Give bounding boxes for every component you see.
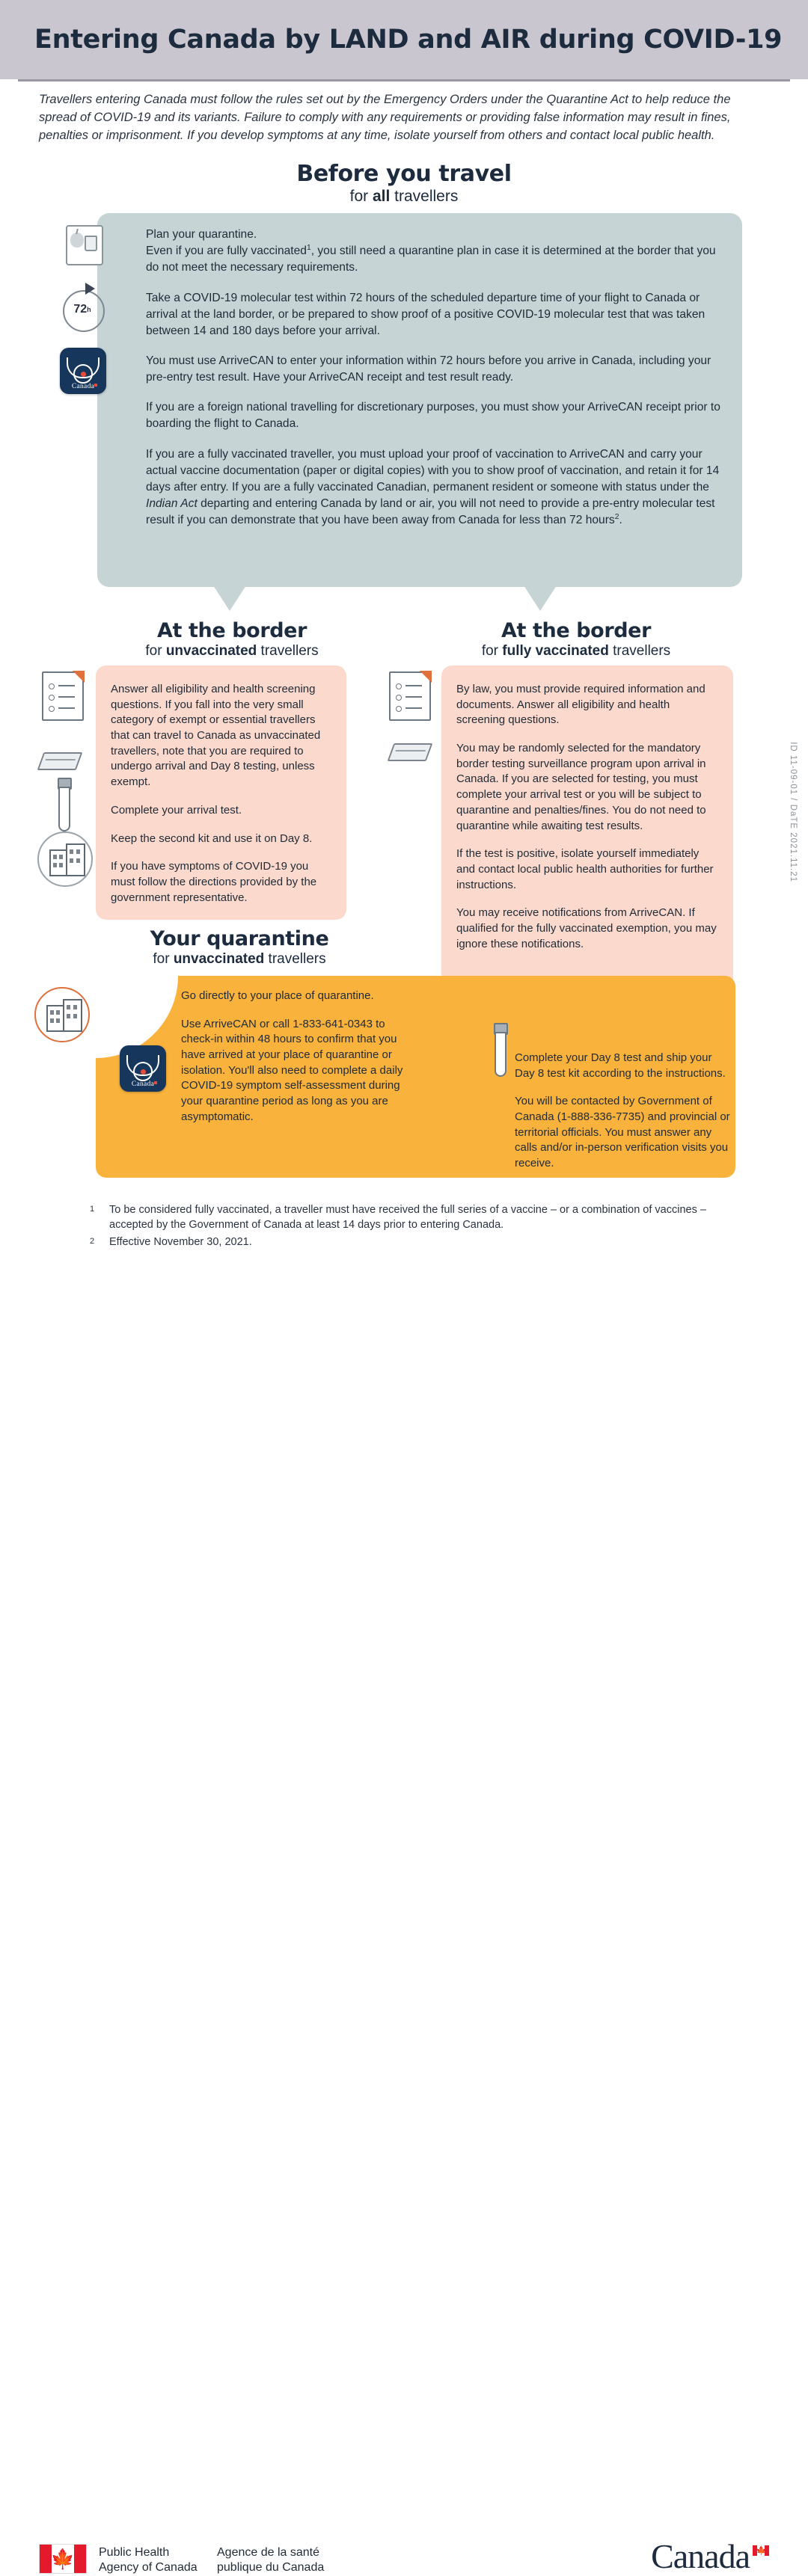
page-footer (0, 1264, 808, 2575)
clock-label: 72 (73, 303, 88, 316)
agency-en-line2: Agency of Canada (99, 2561, 198, 2574)
footnote-1-text: To be considered fully vaccinated, a traveller must have received the full series of a vaccine – or a combination of vaccines – accepted by the Government of Canada at least 14 days prior to entering Canada. (109, 1204, 706, 1232)
quarantine-title: Your quarantine (150, 927, 329, 950)
agency-en-line1: Public Health (99, 2546, 170, 2559)
before-para-4: If you are a foreign national travelling for discretionary purposes, you must show your ArriveCAN receipt prior to boarding the flight to Canada. (146, 401, 720, 431)
border-fully-vaccinated-text (456, 682, 718, 952)
unvax-para-2: Complete your arrival test. (111, 803, 242, 817)
fullyvax-para-1: By law, you must provide required information and documents. Answer all eligibility and health screening questions. (456, 683, 706, 727)
fullyvax-para-3: If the test is positive, isolate yourself immediately and contact local public health authorities for further instructions. (456, 847, 714, 891)
before-panel-tail-left (213, 585, 246, 611)
quarantine-right-text (515, 1051, 732, 1172)
test-tube-icon-2 (490, 1023, 509, 1077)
arrivecan-wordmark-2: Canada (131, 1080, 155, 1088)
before-sub-bold: all (372, 188, 391, 205)
screening-form-icon (42, 671, 84, 721)
before-para-1-line2: Even if you are fully vaccinated$^1$, you still need a quarantine plan in case it is determined at the border that you do not meet the necessary requirements. (146, 244, 716, 274)
header-divider (18, 79, 790, 82)
clock-72-hours-icon (60, 283, 108, 331)
before-you-travel-text (146, 227, 722, 529)
before-heading-subtitle (180, 188, 628, 206)
quarantine-sub-bold: unvaccinated (173, 951, 265, 967)
border-unvax-sub-suffix: travellers (257, 643, 319, 659)
test-tube-icon (54, 778, 73, 831)
border-fullyvax-sub-bold: fully vaccinated (502, 643, 609, 659)
page-header (0, 0, 808, 79)
border-fullyvax-sub-prefix: for (481, 643, 503, 659)
quarantine-left-text (181, 989, 420, 1138)
section-heading-your-quarantine (82, 927, 397, 968)
quarantine-subtitle (82, 951, 397, 968)
quarantine-right-para-2: You will be contacted by Government of Canada (1-888-336-7735) and provincial or territorial officials. You must answer any calls and/or in-person verification visits you receive. (515, 1095, 730, 1170)
home-quarantine-icon (60, 221, 106, 267)
fullyvax-para-2: You may be randomly selected for the mandatory border testing surveillance program upon arrival in Canada. If you are selected for testing, you must complete your arrival test or you will be subject to quarantine and penalties/fines. You do not need to quarantine while awaiting test results. (456, 742, 706, 832)
before-para-5: If you are a fully vaccinated traveller, you must upload your proof of vaccination to ArriveCAN and carry your actual vaccine documentation (paper or digital copies) with you to show proof of vaccination, and retain it for 14 days after entry. If you are a fully vaccinated Canadian, permanent resident or someone with status under the Indian Act departing and entering Canada by land or air, you will not need to provide a pre-entry molecular test result if you can demonstrate that you have been away from Canada for less than 72 hours$^2$. (146, 447, 720, 527)
intro-paragraph: Travellers entering Canada must follow the rules set out by the Emergency Orders under the Quarantine Act to help reduce the spread of COVID-19 and its variants. Failure to comply with any requirements or providing false information may result in fines, penalties or imprisonment. If you develop symptoms at any time, isolate yourself from others and contact local public health. (39, 93, 731, 142)
screening-form-icon-2 (389, 671, 431, 721)
section-heading-before-you-travel (180, 161, 628, 206)
before-panel-tail-right (524, 585, 557, 611)
building-icon-orange (34, 987, 90, 1042)
footnote-1-number: 1 (90, 1205, 95, 1214)
agency-fr-line2: publique du Canada (217, 2561, 325, 2574)
section-heading-border-fully-vaccinated (419, 619, 733, 660)
quarantine-left-para-2: Use ArriveCAN or call 1-833-641-0343 to check-in within 48 hours to confirm that you have arrived at your place of quarantine or isolation. You'll also need to complete a daily COVID-19 symptom self-assessment during your quarantine period as long as you are asymptomatic. (181, 1017, 403, 1123)
before-para-3: You must use ArriveCAN to enter your information within 72 hours before you arrive in Canada, including your pre-entry test result. Have your ArriveCAN receipt and test result ready. (146, 354, 711, 384)
quarantine-sub-suffix: travellers (264, 951, 326, 967)
test-kit-swab-icon (40, 748, 81, 773)
footnote-2-text: Effective November 30, 2021. (109, 1235, 252, 1248)
canada-wordmark-text: Canada (651, 2537, 750, 2575)
footnote-1 (90, 1202, 748, 1233)
page-title: Entering Canada by LAND and AIR during COVID-19 (34, 25, 783, 55)
border-unvax-sub-prefix: for (145, 643, 166, 659)
canada-wordmark-flag-icon: 🍁 (753, 2545, 769, 2556)
quarantine-right-para-1: Complete your Day 8 test and ship your Day 8 test kit according to the instructions. (515, 1051, 726, 1080)
border-fullyvax-sub-suffix: travellers (608, 643, 671, 659)
agency-name-fr (217, 2545, 324, 2575)
canada-flag-icon: 🍁 (39, 2544, 87, 2574)
border-unvaccinated-text (111, 682, 335, 906)
before-para-2: Take a COVID-19 molecular test within 72 hours of the scheduled departure time of your flight to Canada or arrival at the land border, or be prepared to show proof of a positive COVID-19 molecular test that was taken between 14 and 180 days before your arrival. (146, 291, 706, 337)
arrivecan-wordmark: Canada (71, 383, 95, 390)
before-para-1-line1: Plan your quarantine. (146, 228, 257, 241)
before-sub-prefix: for (349, 188, 373, 205)
test-kit-swab-icon-2 (391, 739, 431, 764)
document-id-code: ID 11-09-01 / DaTE 2021.11.21 (789, 742, 798, 882)
fullyvax-para-4: You may receive notifications from ArriveCAN. If qualified for the fully vaccinated exemption, you may ignore these notifications. (456, 906, 717, 950)
agency-fr-line1: Agence de la santé (217, 2546, 319, 2559)
quarantine-sub-prefix: for (153, 951, 174, 967)
border-unvax-title: At the border (157, 619, 307, 642)
quarantine-left-para-1: Go directly to your place of quarantine. (181, 989, 374, 1002)
arrivecan-app-icon-2 (120, 1045, 166, 1092)
footnotes (90, 1202, 748, 1251)
canada-wordmark (651, 2536, 769, 2576)
border-unvax-subtitle (75, 643, 389, 660)
unvax-para-3: Keep the second kit and use it on Day 8. (111, 831, 313, 845)
footnote-2-number: 2 (90, 1236, 95, 1246)
footnote-2 (90, 1235, 748, 1249)
arrivecan-app-icon (60, 348, 106, 394)
unvax-para-1: Answer all eligibility and health screening questions. If you fall into the very small category of exempt or essential travellers that can travel to Canada as unvaccinated travellers, note that you are required to undergo arrival and Day 8 testing, unless exempt. (111, 683, 321, 789)
section-heading-border-unvaccinated (75, 619, 389, 660)
before-sub-suffix: travellers (390, 188, 459, 205)
unvax-para-4: If you have symptoms of COVID-19 you must follow the directions provided by the government representative. (111, 860, 317, 904)
border-fullyvax-subtitle (419, 643, 733, 660)
clock-label-sup: h (87, 306, 91, 313)
building-icon (37, 831, 93, 887)
before-para-1 (146, 227, 722, 277)
border-unvax-sub-bold: unvaccinated (165, 643, 257, 659)
before-heading-title: Before you travel (296, 161, 512, 187)
agency-name-en (99, 2545, 198, 2575)
border-fullyvax-title: At the border (501, 619, 651, 642)
